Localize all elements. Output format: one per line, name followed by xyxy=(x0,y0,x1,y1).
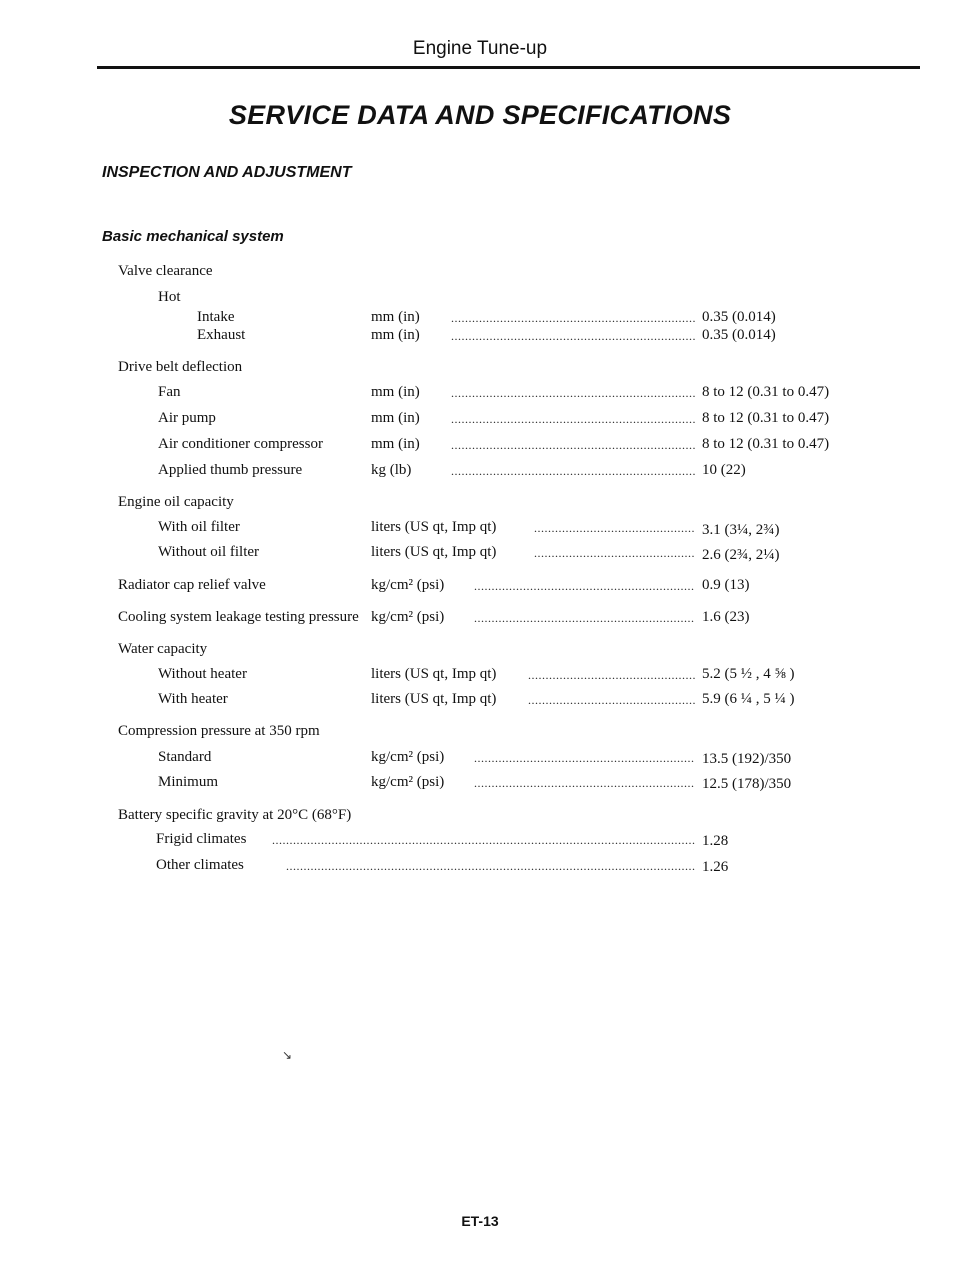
subsection-title: Basic mechanical system xyxy=(102,228,284,245)
spec-label: Radiator cap relief valve xyxy=(118,577,266,593)
spec-label: Engine oil capacity xyxy=(118,494,234,510)
spec-unit: liters (US qt, Imp qt) xyxy=(371,544,497,560)
spec-unit: mm (in) xyxy=(371,436,420,452)
leader-dots xyxy=(474,773,695,791)
spec-label: Minimum xyxy=(158,774,219,790)
spec-value: 2.6 (2¾, 2¼) xyxy=(702,547,780,563)
leader-dots xyxy=(528,690,695,708)
leader-dots xyxy=(474,576,695,594)
leader-dots xyxy=(534,543,695,561)
spec-label: Cooling system leakage testing pressure xyxy=(118,609,359,625)
spec-label: Hot xyxy=(158,289,181,305)
spec-value: 10 (22) xyxy=(702,462,746,478)
spec-unit: liters (US qt, Imp qt) xyxy=(371,666,497,682)
spec-label: Exhaust xyxy=(197,327,246,343)
spec-value: 8 to 12 (0.31 to 0.47) xyxy=(702,384,830,400)
print-speck: ↘ xyxy=(282,1048,293,1062)
spec-label: Other climates xyxy=(156,857,244,873)
leader-dots xyxy=(534,518,695,536)
spec-value: 1.28 xyxy=(702,833,729,849)
leader-dots xyxy=(451,409,695,427)
leader-dots xyxy=(528,665,695,683)
spec-unit: liters (US qt, Imp qt) xyxy=(371,691,497,707)
spec-label: Fan xyxy=(158,384,181,400)
spec-label: Water capacity xyxy=(118,641,208,657)
spec-unit: mm (in) xyxy=(371,410,420,426)
spec-value: 13.5 (192)/350 xyxy=(702,751,792,767)
spec-label: Intake xyxy=(197,309,235,325)
leader-dots xyxy=(286,856,695,874)
spec-label: With oil filter xyxy=(158,519,240,535)
leader-dots xyxy=(272,830,695,848)
spec-value: 1.26 xyxy=(702,859,729,875)
spec-label: Compression pressure at 350 rpm xyxy=(118,723,320,739)
spec-unit: mm (in) xyxy=(371,309,420,325)
spec-unit: mm (in) xyxy=(371,327,420,343)
spec-value: 8 to 12 (0.31 to 0.47) xyxy=(702,410,830,426)
spec-unit: liters (US qt, Imp qt) xyxy=(371,519,497,535)
leader-dots xyxy=(451,308,695,326)
spec-value: 12.5 (178)/350 xyxy=(702,776,792,792)
spec-label: Valve clearance xyxy=(118,263,213,279)
leader-dots xyxy=(451,435,695,453)
section-title: INSPECTION AND ADJUSTMENT xyxy=(102,164,352,181)
spec-label: Air pump xyxy=(158,410,216,426)
header-rule xyxy=(97,66,920,69)
spec-unit: kg/cm² (psi) xyxy=(371,577,445,593)
spec-unit: kg/cm² (psi) xyxy=(371,749,445,765)
spec-value: 1.6 (23) xyxy=(702,609,750,625)
page-number: ET-13 xyxy=(461,1213,499,1229)
spec-label: With heater xyxy=(158,691,228,707)
spec-label: Applied thumb pressure xyxy=(158,462,303,478)
spec-unit: mm (in) xyxy=(371,384,420,400)
spec-value: 0.9 (13) xyxy=(702,577,750,593)
spec-value: 5.9 (6 ¼ , 5 ¼ ) xyxy=(702,691,795,707)
spec-unit: kg (lb) xyxy=(371,462,412,478)
spec-label: Drive belt deflection xyxy=(118,359,243,375)
spec-unit: kg/cm² (psi) xyxy=(371,609,445,625)
spec-label: Standard xyxy=(158,749,212,765)
leader-dots xyxy=(451,383,695,401)
leader-dots xyxy=(451,461,695,479)
spec-label: Battery specific gravity at 20°C (68°F) xyxy=(118,807,352,823)
leader-dots xyxy=(451,326,695,344)
leader-dots xyxy=(474,748,695,766)
spec-label: Air conditioner compressor xyxy=(158,436,323,452)
spec-value: 0.35 (0.014) xyxy=(702,327,776,343)
leader-dots xyxy=(474,608,695,626)
spec-value: 3.1 (3¼, 2¾) xyxy=(702,522,780,538)
spec-label: Frigid climates xyxy=(156,831,247,847)
spec-value: 8 to 12 (0.31 to 0.47) xyxy=(702,436,830,452)
spec-value: 5.2 (5 ½ , 4 ⅝ ) xyxy=(702,666,795,682)
spec-unit: kg/cm² (psi) xyxy=(371,774,445,790)
spec-label: Without heater xyxy=(158,666,247,682)
page-title: SERVICE DATA AND SPECIFICATIONS xyxy=(228,100,732,130)
spec-value: 0.35 (0.014) xyxy=(702,309,776,325)
spec-label: Without oil filter xyxy=(158,544,260,560)
running-header: Engine Tune-up xyxy=(412,38,548,59)
